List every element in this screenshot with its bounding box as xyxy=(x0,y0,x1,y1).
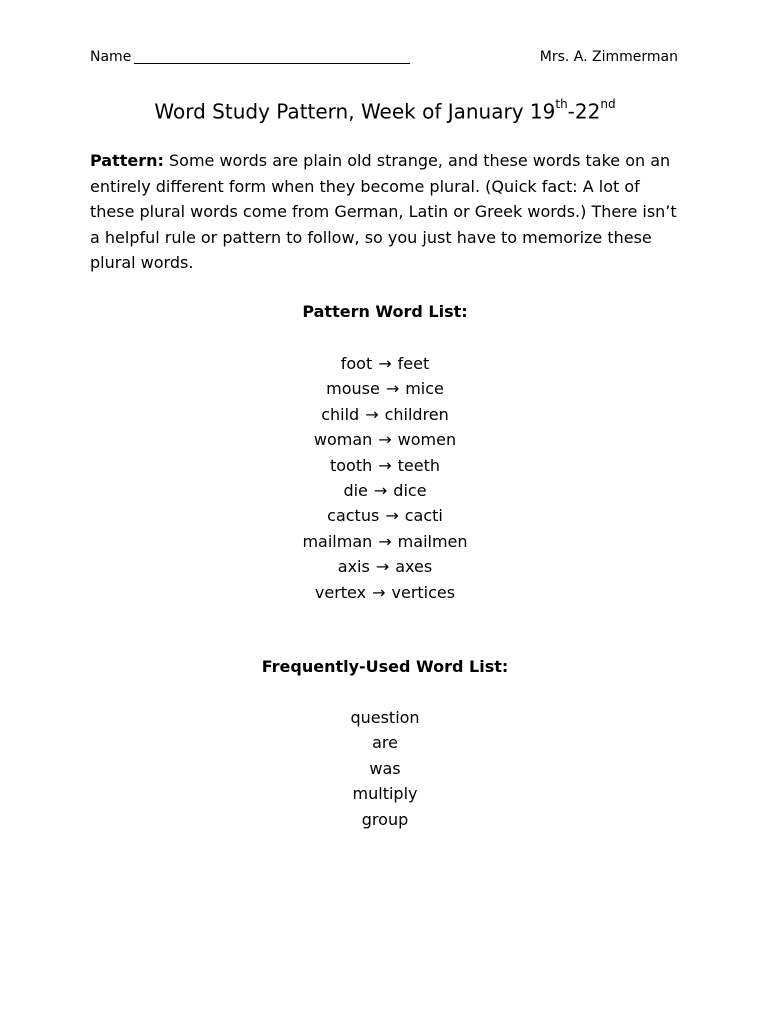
pattern-word-pair xyxy=(0,402,770,427)
plural-word: vertices xyxy=(391,582,456,602)
name-blank-line xyxy=(134,48,410,64)
pattern-word-pair xyxy=(0,503,770,528)
plural-word: women xyxy=(397,430,457,450)
title-superscript-th: th xyxy=(555,97,568,111)
right-arrow-icon: → xyxy=(378,455,392,475)
pattern-word-list xyxy=(0,351,770,605)
teacher-name: Mrs. A. Zimmerman xyxy=(539,49,678,65)
right-arrow-icon: → xyxy=(375,557,390,577)
page-title xyxy=(0,93,770,126)
singular-word: tooth xyxy=(329,455,373,475)
title-superscript-nd: nd xyxy=(600,97,616,111)
plural-word: dice xyxy=(393,480,427,500)
right-arrow-icon: → xyxy=(385,379,400,399)
right-arrow-icon: → xyxy=(378,354,392,373)
singular-word: mailman xyxy=(302,531,373,551)
pattern-word-pair xyxy=(0,427,770,452)
frequent-word: was xyxy=(369,758,401,778)
frequent-word-list-heading: Frequently-Used Word List: xyxy=(261,657,509,676)
pattern-word-pair xyxy=(0,529,770,554)
plural-word: cacti xyxy=(404,506,443,526)
singular-word: child xyxy=(321,404,360,424)
pattern-word-list-heading: Pattern Word List: xyxy=(302,302,468,321)
singular-word: foot xyxy=(340,354,373,373)
title-date-end: -22 xyxy=(567,99,601,124)
plural-word: children xyxy=(384,404,449,424)
frequent-word: group xyxy=(361,809,409,829)
pattern-text: Some words are plain old strange, and these words take on an entirely different form when they become plural. (Quick fact: A lot of these plural words come from German, Latin or Greek words.) There isn’t a helpful rule or pattern to follow, so you just have to memorize these plural words. xyxy=(90,151,677,272)
frequent-word-list xyxy=(0,705,770,832)
right-arrow-icon: → xyxy=(378,531,392,551)
plural-word: mice xyxy=(405,379,444,399)
title-main: Word Study Pattern, Week of January 19 xyxy=(154,99,556,124)
name-label: Name xyxy=(90,49,132,65)
plural-word: mailmen xyxy=(397,531,468,551)
singular-word: woman xyxy=(313,430,373,450)
right-arrow-icon: → xyxy=(385,506,399,526)
frequent-word: question xyxy=(350,708,420,727)
singular-word: axis xyxy=(337,557,370,577)
plural-word: teeth xyxy=(397,455,441,475)
right-arrow-icon: → xyxy=(378,430,392,450)
singular-word: vertex xyxy=(314,582,367,602)
singular-word: mouse xyxy=(326,379,380,399)
frequent-word: are xyxy=(372,733,398,753)
singular-word: cactus xyxy=(327,506,380,526)
pattern-word-pair xyxy=(0,478,770,503)
pattern-label: Pattern: xyxy=(90,151,164,170)
pattern-word-pair xyxy=(0,351,770,376)
pattern-word-pair xyxy=(0,554,770,579)
singular-word: die xyxy=(343,480,368,500)
pattern-word-pair xyxy=(0,580,770,605)
pattern-description xyxy=(90,148,680,276)
plural-word: axes xyxy=(395,557,433,577)
pattern-word-pair xyxy=(0,453,770,478)
right-arrow-icon: → xyxy=(365,404,379,424)
pattern-word-pair xyxy=(0,376,770,401)
right-arrow-icon: → xyxy=(373,480,388,500)
frequent-word: multiply xyxy=(352,784,418,804)
plural-word: feet xyxy=(397,354,430,373)
right-arrow-icon: → xyxy=(372,582,386,602)
